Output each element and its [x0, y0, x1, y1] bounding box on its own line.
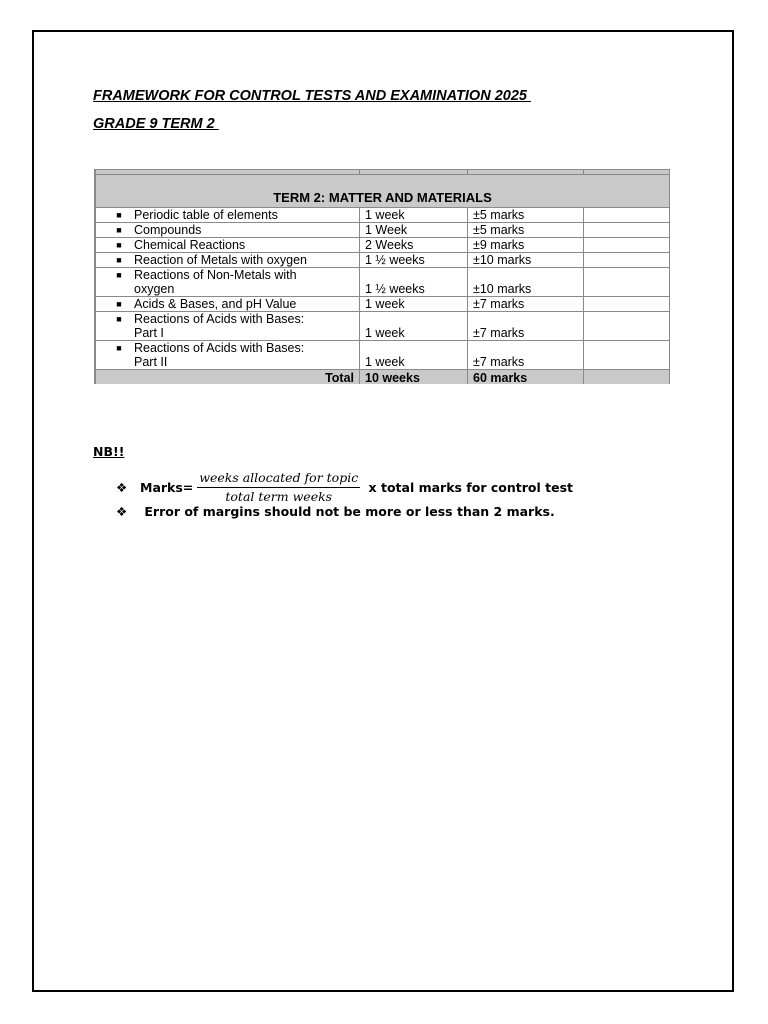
fraction-denominator: total term weeks [225, 489, 333, 504]
total-extra [584, 370, 670, 385]
table-row [96, 297, 670, 312]
topic-text [134, 238, 354, 252]
square-bullet-icon: ■ [116, 255, 122, 265]
topic-cell [96, 223, 360, 238]
total-row [96, 370, 670, 385]
topic-line1: Acids & Bases, and pH Value [134, 297, 297, 311]
extra-cell [584, 268, 670, 297]
marks-suffix: x total marks for control test [364, 479, 573, 495]
topic-text [134, 341, 354, 369]
topic-line2: Part II [134, 355, 168, 369]
square-bullet-icon: ■ [116, 225, 122, 235]
topic-line2: oxygen [134, 282, 175, 296]
topic-text [134, 253, 354, 267]
extra-cell [584, 223, 670, 238]
total-marks: 60 marks [468, 370, 584, 385]
weeks-cell: 1 Week [360, 223, 468, 238]
square-bullet-icon: ■ [116, 299, 122, 309]
weeks-cell: 1 ½ weeks [360, 253, 468, 268]
marks-cell: ±7 marks [468, 312, 584, 341]
total-label: Total [96, 370, 360, 385]
diamond-bullet-icon: ❖ [116, 504, 128, 519]
weeks-cell: 2 Weeks [360, 238, 468, 253]
document-title: FRAMEWORK FOR CONTROL TESTS AND EXAMINATION 2025 [93, 88, 531, 104]
topic-line2: Part I [134, 326, 164, 340]
weeks-cell: 1 week [360, 297, 468, 312]
marks-fraction [197, 470, 360, 504]
weeks-cell: 1 week [360, 341, 468, 370]
topic-line1: Compounds [134, 223, 202, 237]
square-bullet-icon: ■ [116, 210, 122, 220]
extra-cell [584, 341, 670, 370]
table-row [96, 208, 670, 223]
term-header: TERM 2: MATTER AND MATERIALS [96, 175, 670, 208]
topic-text [134, 223, 354, 237]
framework-table [94, 169, 670, 384]
topic-cell [96, 341, 360, 370]
marks-cell: ±10 marks [468, 268, 584, 297]
square-bullet-icon: ■ [116, 314, 122, 324]
topic-cell [96, 253, 360, 268]
topic-cell [96, 208, 360, 223]
marks-formula-note [116, 470, 573, 504]
topic-cell [96, 312, 360, 341]
topic-text [134, 208, 354, 222]
table-row [96, 223, 670, 238]
weeks-cell: 1 ½ weeks [360, 268, 468, 297]
marks-cell: ±5 marks [468, 208, 584, 223]
table-row [96, 253, 670, 268]
marks-cell: ±5 marks [468, 223, 584, 238]
topic-cell [96, 268, 360, 297]
square-bullet-icon: ■ [116, 240, 122, 250]
square-bullet-icon: ■ [116, 270, 122, 280]
weeks-cell: 1 week [360, 208, 468, 223]
grade-term-heading: GRADE 9 TERM 2 [93, 116, 219, 132]
error-note-text: Error of margins should not be more or less than 2 marks. [144, 504, 555, 519]
extra-cell [584, 312, 670, 341]
topic-line1: Chemical Reactions [134, 238, 246, 252]
table-row [96, 312, 670, 341]
topic-line1: Reactions of Acids with Bases: [134, 312, 305, 326]
term-header-row [96, 175, 670, 208]
table-row [96, 341, 670, 370]
topic-text [134, 312, 354, 340]
marks-cell: ±10 marks [468, 253, 584, 268]
topic-line1: Reactions of Non-Metals with [134, 268, 297, 282]
topic-line1: Periodic table of elements [134, 208, 278, 222]
table-row [96, 238, 670, 253]
extra-cell [584, 238, 670, 253]
topic-cell [96, 297, 360, 312]
marks-label: Marks= [140, 479, 194, 495]
topic-text [134, 297, 354, 311]
marks-cell: ±7 marks [468, 297, 584, 312]
topic-line1: Reactions of Acids with Bases: [134, 341, 305, 355]
diamond-bullet-icon: ❖ [116, 479, 128, 495]
table-row [96, 268, 670, 297]
topic-cell [96, 238, 360, 253]
extra-cell [584, 253, 670, 268]
topic-text [134, 268, 354, 296]
extra-cell [584, 297, 670, 312]
topic-line1: Reaction of Metals with oxygen [134, 253, 308, 267]
weeks-cell: 1 week [360, 312, 468, 341]
square-bullet-icon: ■ [116, 343, 122, 353]
total-weeks: 10 weeks [360, 370, 468, 385]
extra-cell [584, 208, 670, 223]
marks-cell: ±9 marks [468, 238, 584, 253]
error-margin-note [116, 504, 555, 519]
nb-heading: NB!! [93, 444, 125, 459]
fraction-numerator: weeks allocated for topic [197, 470, 360, 488]
marks-cell: ±7 marks [468, 341, 584, 370]
